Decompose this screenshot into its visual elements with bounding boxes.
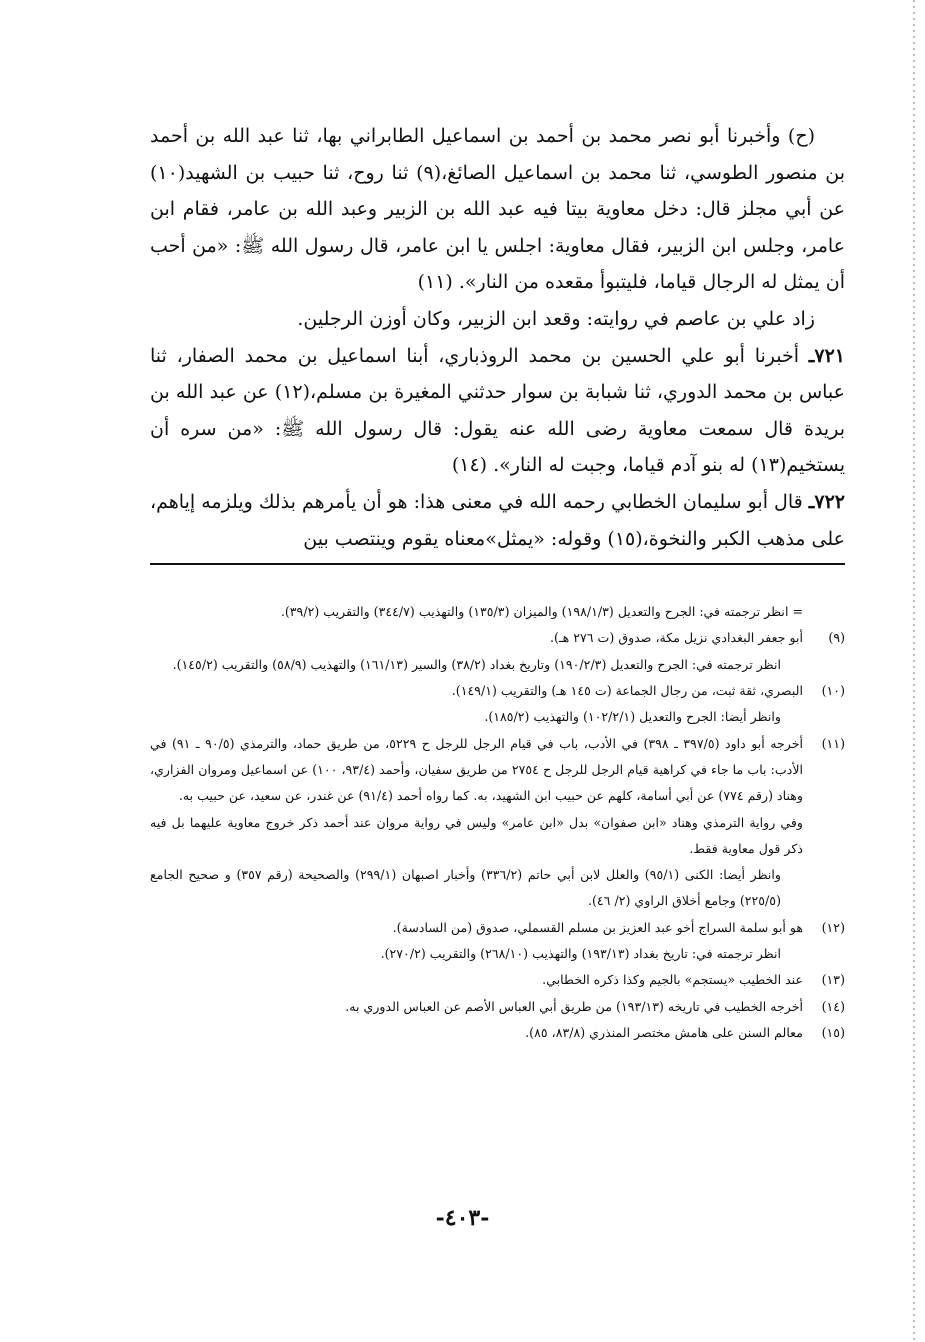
footnote-label: (١٤) [821,998,845,1014]
hadith-722-text: قال أبو سليمان الخطابي رحمه الله في معنى هذا: هو أن يأمرهم بذلك ويلزمه إياهم، على مذهب الكبر والنخوة،(١٥) وقوله: «يمثل»معناه يقوم وينتصب بين [150,490,845,550]
footnote-label: (١٣) [821,972,845,988]
footnote-item: وانظر أيضا: الجرح والتعديل (١٠٢/٢/١) والتهذيب (١٨٥/٢). [484,709,781,725]
footnotes [150,599,845,1046]
footnote-item: وانظر أيضا: الكنى (٩٥/١) والعلل لابن أبي حاتم (٣٣٦/٢) وأخبار اصبهان (٢٩٩/١) والصحيحة (رقم ٣٥٧) و صحيح الجامع (٢٢٥/٥) وجامع أخلاق الراوي (٢/ ٤٦). [150,867,782,909]
footnote-label: (١٥) [821,1024,845,1040]
page-number: -٤٠٣- [435,1205,490,1231]
paragraph-hadith-721 [150,338,845,484]
main-text [150,118,845,557]
hadith-number-722: ٧٢٢ـ [808,490,845,513]
paragraph-hadith-720-chain: (ح) وأخبرنا أبو نصر محمد بن أحمد بن اسماعيل الطابراني بها، ثنا عبد الله بن أحمد بن منصور الطوسي، ثنا محمد بن اسماعيل الصائغ،(٩) ثنا روح، ثنا حبيب بن الشهيد(١٠) عن أبي مجلز قال: دخل معاوية بيتا فيه عبد الله بن الزبير وعبد الله بن عامر، فقام ابن عامر، وجلس ابن الزبير، فقال معاوية: اجلس يا ابن عامر، قال رسول الله ﷺ: «من أحب أن يمثل له الرجال قياما، فليتبوأ مقعده من النار». (١١) [150,125,845,294]
footnote-label: (١١) [821,735,845,751]
footnote-item: انظر ترجمته في: تاريخ بغداد (١٩٣/١٣) والتهذيب (٢٦٨/١٠) والتقريب (٢٧٠/٢). [380,945,781,961]
page-content [150,118,845,1046]
footnote-divider [150,563,845,565]
footnote-item: (١٠) البصري، ثقة ثبت، من رجال الجماعة (ت ١٤٥ هـ) والتقريب (١٤٩/١). [150,678,845,704]
footnote-item: = انظر ترجمته في: الجرح والتعديل (١٩٨/١/٣) والميزان (١٣٥/٣) والتهذيب (٣٤٤/٧) والتقريب (٣٩/٢). [280,604,803,620]
page-edge-marks [913,0,915,1342]
footnote-item: (١١) أخرجه أبو داود (٣٩٧/٥ ـ ٣٩٨) في الأدب، باب في قيام الرجل للرجل ح ٥٢٢٩، من طريق حماد، والترمذي (٩٠/٥ ـ ٩١) في الأدب: باب ما جاء في كراهية قيام الرجل للرجل ح ٢٧٥٤ من طريق سفيان، وأحمد (٩٣/٤، ١٠٠) عن اسماعيل ومروان الفزاري، وهناد (رقم ٧٧٤) عن أبي أسامة، كلهم عن حبيب ابن الشهيد، به. كما رواه أحمد (٩١/٤) عن غندر، عن سعيد، عن حبيب به. [150,731,845,810]
footnote-item: (١٥) معالم السنن على هامش مختصر المنذري (٨٣/٨، ٨٥). [150,1020,845,1046]
footnote-label: (٩) [828,630,845,646]
footnote-item: (١٣) عند الخطيب «يستجم» بالجيم وكذا ذكره الخطابي. [150,967,845,993]
hadith-number-721: ٧٢١ـ [808,344,845,367]
footnote-item: وفي رواية الترمذي وهناد «ابن صفوان» بدل «ابن عامر» وليس في رواية مروان عند أحمد ذكر خروج معاوية عليهما بل فيه ذكر قول معاوية فقط. [150,814,803,856]
footnote-item: (١٢) هو أبو سلمة السراج أخو عبد العزيز بن مسلم القسملي، صدوق (من السادسة). [150,915,845,941]
footnote-item: (١٤) أخرجه الخطيب في تاريخه (١٩٣/١٣) من طريق أبي العباس الأصم عن العباس الدوري به. [150,994,845,1020]
footnote-label: (١٢) [821,919,845,935]
hadith-721-text: أخبرنا أبو علي الحسين بن محمد الروذباري، أبنا اسماعيل بن محمد الصفار، ثنا عباس بن محمد الدوري، ثنا شبابة بن سوار حدثني المغيرة بن مسلم،(١٢) عن عبد الله بن بريدة قال سمعت معاوية رضى الله عنه يقول: قال رسول الله ﷺ: «من سره أن يستخيم(١٣) له بنو آدم قياما، وجبت له النار». (١٤) [150,344,845,477]
footnote-item: (٩) أبو جعفر البغدادي نزيل مكة، صدوق (ت ٢٧٦ هـ). [150,625,845,651]
paragraph-addition: زاد علي بن عاصم في روايته: وقعد ابن الزبير، وكان أوزن الرجلين. [297,307,815,330]
paragraph-hadith-722 [150,484,845,557]
footnote-label: (١٠) [821,683,845,699]
footnote-item: انظر ترجمته في: الجرح والتعديل (١٩٠/٢/٣) وتاريخ بغداد (٣٨/٢) والسير (١٦١/١٣) والتهذيب (٥٨/٩) والتقريب (١٤٥/٢). [172,656,781,672]
